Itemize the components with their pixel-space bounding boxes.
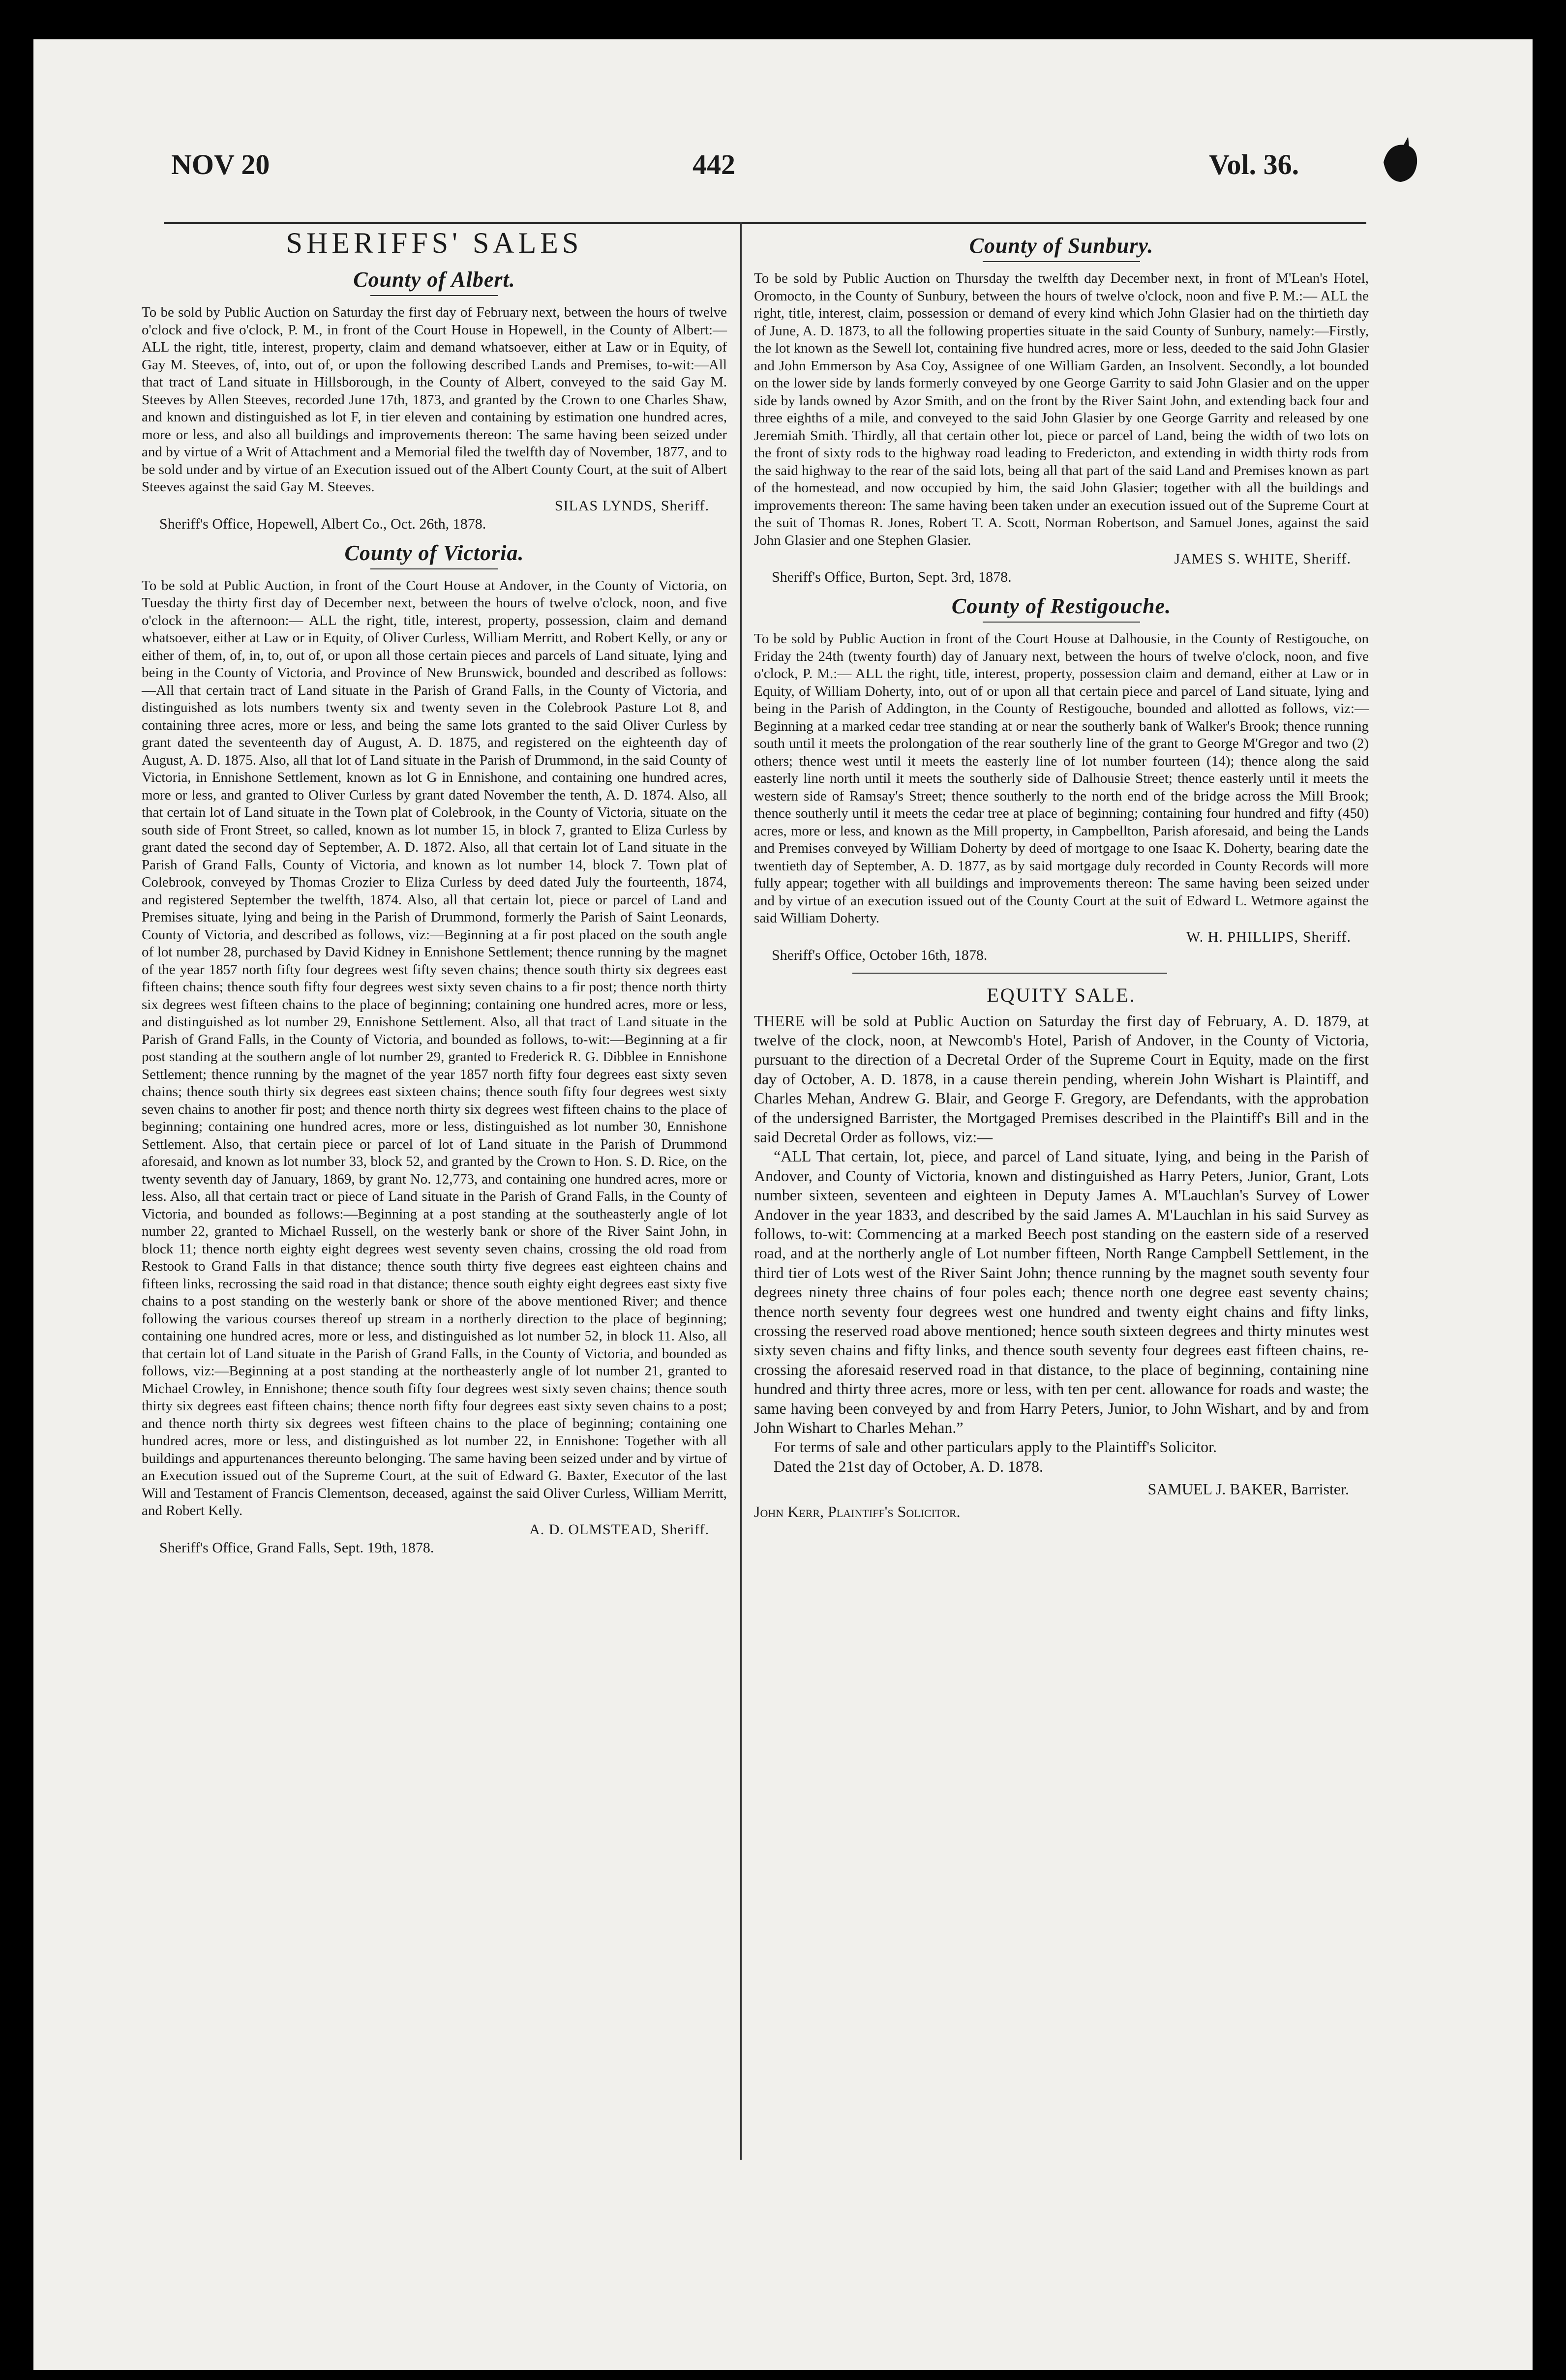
sheriff-signature: SILAS LYNDS, Sheriff. [554,497,709,514]
right-column [754,226,1369,1521]
equity-sale-body: THERE will be sold at Public Auction on Saturday the first day of February, A. D. 1879, at twelve of the clock, noon, at Newcomb's Hotel, Parish of Andover, in the County of Victoria, pursuant to the direction of a Decretal Order of the Supreme Court in Equity, made on the first day of October, A. D. 1878, in a cause therein pending, wherein John Wishart is Plaintiff, and Charles Mehan, Andrew G. Blair, and George F. Gregory, are Defendants, with the approbation of the undersigned Barrister, the Mortgaged Premises described in the Plaintiff's Bill and in the said Decretal Order as follows, viz:— [754,1012,1369,1146]
heading-rule [370,295,498,296]
notice-body: To be sold at Public Auction, in front of the Court House at Andover, in the County of Victoria, on Tuesday the thirty first day of December next, between the hours of twelve o'clock, noon, and five o'clock in the afternoon:— ALL the right, title, interest, property, possession, claim and demand whatsoever, either at Law or in Equity, of Oliver Curless, William Merritt, and Robert Kelly, or any or either of them, of, in, to, out of, or upon all those certain pieces and parcels of Land situate, lying and being in the County of Victoria, and Province of New Brunswick, bounded and described as follows:—All that certain tract of Land situate in the Parish of Grand Falls, in the County of Victoria, and distinguished as lots numbers twenty six and twenty seven in the Colebrook Pasture Lot 8, and containing three acres, more or less, and being the same lots granted to the said Oliver Curless by grant dated the seventeenth day of August, A. D. 1875, and registered on the eighteenth day of August, A. D. 1875. Also, all that lot of Land situate in the Parish of Drummond, in the said County of Victoria, in Ennishone Settlement, known as lot G in Ennishone, and containing one hundred acres, more or less, and granted to Oliver Curless by grant dated November the tenth, A. D. 1874. Also, all that certain lot of Land situate in the Town plat of Colebrook, in the County of Victoria, situate on the south side of Front Street, so called, known as lot number 15, in block 7, granted to Eliza Curless by grant dated the second day of September, A. D. 1872. Also, all that certain lot of Land situate in the Parish of Grand Falls, County of Victoria, and known as lot number 14, block 7. Town plat of Colebrook, conveyed by Thomas Crozier to Eliza Curless by deed dated July the fourteenth, 1874, and registered September the twelfth, 1874. Also, all that certain lot, piece or parcel of Land and Premises situate, lying and being in the Parish of Drummond, formerly the Parish of Saint Leonards, County of Victoria, and described as follows, viz:—Beginning at a fir post placed on the south angle of lot number 28, purchased by David Kidney in Ennishone Settlement; thence running by the magnet of the year 1857 north fifty four degrees west fifty seven chains; thence south thirty six degrees east fifteen chains; thence south fifty four degrees west sixty seven chains to a fir post; thence north thirty six degrees west fifteen chains to the place of beginning; containing one hundred acres, more or less, and distinguished as lot number 29, Ennishone Settlement. Also, all that tract of Land situate in the Parish of Grand Falls, in the County of Victoria, and bounded as follows, to-wit:—Beginning at a fir post standing at the southern angle of lot number 29, granted to Frederick R. G. Dibblee in Ennishone Settlement; thence running by the magnet of the year 1857 north fifty four degrees east sixty seven chains; thence south thirty six degrees east sixteen chains; thence south fifty four degrees west sixty seven chains to another fir post; and thence north thirty six degrees west fifteen chains to the place of beginning; containing one hundred acres, more or less, distinguished as lot number 30, Ennishone Settlement. Also, that certain piece or parcel of lot of Land situate in the Parish of Drummond aforesaid, and known as lot number 33, block 52, and granted by the Crown to Hon. S. D. Rice, on the twenty seventh day of January, 1869, by grant No. 12,773, and containing one hundred acres, more or less. Also, all that certain tract or piece of Land situate in the Parish of Grand Falls, in the County of Victoria, and bounded as follows:—Beginning at a post standing at the southeasterly angle of lot number 22, granted to Michael Russell, on the westerly bank or shore of the River Saint John, in block 11; thence north eighty eight degrees west seventy seven chains, crossing the old road from Restook to Grand Falls in that distance; thence south thirty five degrees east eighteen chains and fifteen links, recrossing the said road in that distance; thence south eighty eight degrees east sixty five chains to a post standing on the westerly bank or shore of the above mentioned River; and thence following the various courses thereof up stream in a northerly direction to the place of beginning; containing one hundred acres, more or less, and distinguished as lot number 52, in block 11. Also, all that certain lot of Land situate in the Parish of Grand Falls, in the County of Victoria, and bounded as follows, viz:—Beginning at a post standing at the northeasterly angle of lot number 21, granted to Michael Crowley, in Ennishone; thence south fifty four degrees west sixty seven chains; thence south thirty six degrees east fifteen chains; thence north fifty four degrees east sixty seven chains to a post; and thence north thirty six degrees west fifteen chains to the place of beginning; containing one hundred acres, more or less, and distinguished as lot number 22, in Ennishone: Together with all buildings and appurtenances thereunto belonging. The same having been seized under and by virtue of an Execution issued out of the Supreme Court, at the suit of Edward G. Baxter, Executor of the last Will and Testament of Francis Clementson, deceased, against the said Oliver Curless, William Merritt, and Robert Kelly. [142,577,727,1518]
notice-body: To be sold by Public Auction on Thursday the twelfth day December next, in front of M'Lean's Hotel, Oromocto, in the County of Sunbury, between the hours of twelve o'clock, noon and five P. M.:— ALL the right, title, interest, claim, possession or demand of every kind which John Glasier had on the thirtieth day of June, A. D. 1873, to all the following properties situate in the said County of Sunbury, namely:—Firstly, the lot known as the Sewell lot, containing five hundred acres, more or less, deeded to the said John Glasier and John Emmerson by Asa Coy, Assignee of one William Garden, an Insolvent. Secondly, a lot bounded on the lower side by lands formerly conveyed by one George Garrity to said John Glasier and on the upper side by lands owned by Azor Smith, and on the front by the River Saint John, and extending back four and three eighths of a mile, and conveyed to the said John Glasier by one George Garrity and released by one Jeremiah Smith. Thirdly, all that certain other lot, piece or parcel of Land, being the width of two lots on the front of sixty rods to the highway road leading to Fredericton, and extending in width thirty rods from the said highway to the rear of the said lots, being all that part of the said Land and Premises known as part of the homestead, and now occupied by him, the said John Glasier; together with all the buildings and improvements thereon: The same having been taken under an execution issued out of the Supreme Court at the suit of Thomas R. Jones, Robert T. A. Scott, Norman Robertson, and Samuel Jones, against the said John Glasier and one Stephen Glasier. [754,270,1369,548]
ink-blot-mark [1379,133,1422,197]
notice-restigouche [754,594,1369,965]
issue-date: NOV 20 [171,149,270,180]
running-header [33,133,1533,197]
newspaper-page [33,39,1533,2370]
page-number: 442 [693,149,735,180]
county-heading: County of Albert. [353,268,515,292]
notice-body: To be sold by Public Auction on Saturday the first day of February next, between the hours of twelve o'clock and five o'clock, P. M., in front of the Court House in Hopewell, in the County of Albert:— ALL the right, title, interest, property, claim and demand whatsoever, either at Law or in Equity, of Gay M. Steeves, of, into, out of, or upon the following described Lands and Premises, to-wit:—All that tract of Land situate in Hillsborough, in the County of Albert, conveyed to the said Gay M. Steeves by Allen Steeves, recorded June 17th, 1873, and granted by the Crown to one Charles Shaw, and known and distinguished as lot F, in tier eleven and containing by estimation one hundred acres, more or less, and also all buildings and improvements thereon: The same having been seized under and by virtue of a Writ of Attachment and a Memorial filed the twelfth day of November, 1877, and to be sold under and by virtue of an Execution issued out of the Albert County Court, at the suit of Albert Steeves against the said Gay M. Steeves. [142,304,727,495]
county-heading: County of Sunbury. [969,234,1154,258]
equity-sale-description: “ALL That certain, lot, piece, and parcel of Land situate, lying, and being in the Parish of Andover, and County of Victoria, known and distinguished as Harry Peters, Junior, Grant, Lots number sixteen, seventeen and eighteen in Deputy James A. M'Lauchlan's Survey of Lower Andover in the year 1833, and described by the said James A. M'Lauchlan in his said Survey as follows, to-wit: Commencing at a marked Beech post standing on the eastern side of a reserved road, and at the northerly angle of Lot number fifteen, North Range Campbell Settlement, in the third tier of Lots west of the River Saint John; thence running by the magnet south seventy four degrees ninety three chains of four poles each; thence north one degree east seventy chains; thence north seventy four degrees west one hundred and twenty eight chains and fifty links, crossing the reserved road above mentioned; hence south sixteen degrees and thirty minutes west sixty seven chains and fifty links, and thence south seventy four degrees east fifteen chains, re-crossing the aforesaid reserved road in that distance, to the place of beginning, containing nine hundred and thirty three acres, more or less, with ten per cent. allowance for roads and waste; the same having been conveyed by and from Harry Peters, Junior, to John Wishart, and by and from John Wishart to Charles Mehan.” [754,1147,1369,1437]
heading-rule [370,568,498,569]
equity-sale-title: EQUITY SALE. [987,983,1136,1006]
equity-sale-notice [754,983,1369,1522]
sheriff-office: Sheriff's Office, October 16th, 1878. [772,947,988,963]
left-column [142,226,727,1560]
equity-sale-terms: For terms of sale and other particulars apply to the Plaintiff's Solicitor. [774,1438,1217,1456]
sheriff-office: Sheriff's Office, Burton, Sept. 3rd, 1878. [772,569,1012,585]
barrister-signature: SAMUEL J. BAKER, Barrister. [1147,1480,1349,1498]
equity-sale-dated: Dated the 21st day of October, A. D. 1878. [774,1457,1043,1475]
header-rule [164,222,1366,224]
notice-sunbury [754,233,1369,587]
county-heading: County of Victoria. [344,540,524,565]
sheriff-office: Sheriff's Office, Hopewell, Albert Co., Oct. 26th, 1878. [159,515,486,532]
section-divider [852,973,1167,974]
sheriff-signature: W. H. PHILLIPS, Sheriff. [1186,928,1351,945]
sheriff-signature: JAMES S. WHITE, Sheriff. [1174,551,1351,567]
solicitor-signature: John Kerr, Plaintiff's Solicitor. [754,1503,961,1521]
column-separator [740,222,742,2160]
sheriff-office: Sheriff's Office, Grand Falls, Sept. 19th, 1878. [159,1539,434,1556]
volume-number: Vol. 36. [1209,149,1299,180]
sheriff-signature: A. D. OLMSTEAD, Sheriff. [529,1521,709,1538]
heading-rule [983,261,1140,262]
heading-rule [983,622,1140,623]
notice-body: To be sold by Public Auction in front of the Court House at Dalhousie, in the County of Restigouche, on Friday the 24th (twenty fourth) day of January next, between the hours of twelve o'clock, noon, and five o'clock, P. M.:— ALL the right, title, interest, property, possession claim and demand, either at Law or in Equity, of William Doherty, into, out of or upon all that certain piece and parcel of Land situate, lying and being in the Parish of Addington, in the County of Restigouche, bounded and allotted as follows, viz:—Beginning at a marked cedar tree standing at or near the southerly bank of Walker's Brook; thence running south until it meets the prolongation of the rear southerly line of the grant to George M'Gregor and two (2) others; thence west until it meets the easterly line of lot number fourteen (14); thence along the said easterly line north until it meets the southerly side of Dalhousie Street; thence easterly until it meets the western side of Ramsay's Street; thence southerly to the north end of the bridge across the Mill Brook; thence southerly until it meets the cedar tree at place of beginning; containing four hundred and fifty (450) acres, more or less, and known as the Mill property, in Campbellton, Parish aforesaid, and being the Lands and Premises conveyed by William Doherty by deed of mortgage to one Isaac K. Doherty, bearing date the twentieth day of September, A. D. 1877, as by said mortgage duly recorded in County Records will more fully appear; together with all buildings and improvements thereon: The same having been seized under and by virtue of an execution issued out of the County Court at the suit of Edward L. Wetmore against the said William Doherty. [754,631,1369,926]
notice-victoria [142,540,727,1557]
section-masthead: SHERIFFS' SALES [286,227,583,259]
notice-albert [142,267,727,534]
county-heading: County of Restigouche. [951,594,1172,618]
